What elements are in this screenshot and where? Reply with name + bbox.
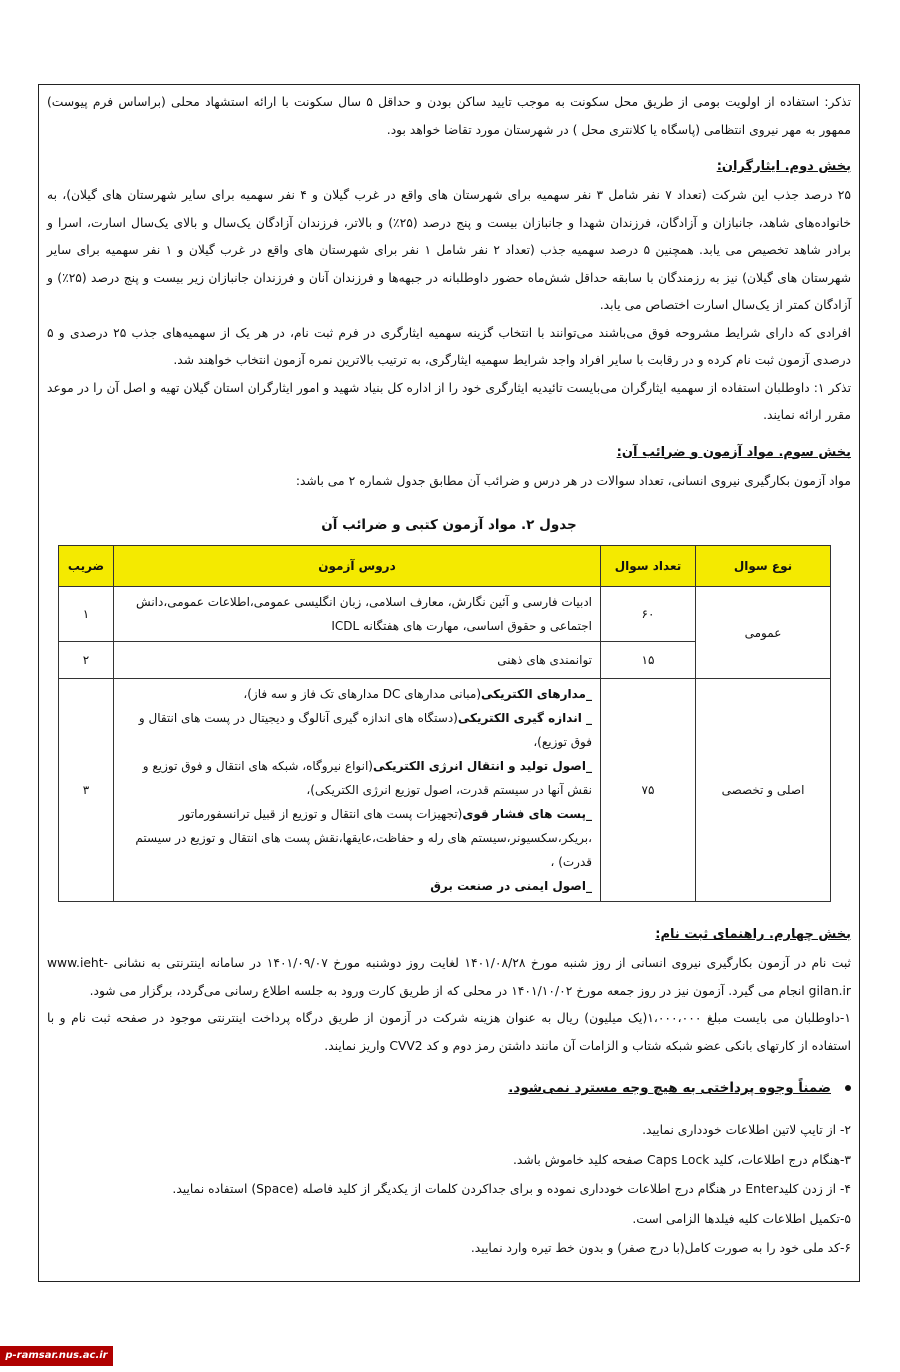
section4-para2: ۱-داوطلبان می بایست مبلغ ۱،۰۰۰،۰۰۰(یک میلیون) ریال به عنوان هزینه شرکت در آزمون از طریق درگاه پرداخت اینترنتی موجود در صفحه ثبت نام و با استفاده از کارتهای بانکی عضو شبکه شتاب و الزامات آن مانند داشتن رمز دوم و کد CVV2 واریز نمایند.	[47, 1011, 851, 1053]
section2-heading: بخش دوم. ایثارگران:	[716, 159, 851, 174]
subject-item: _اصول تولید و انتقال انرژی الکتریکی(انواع نیروگاه، شبکه های انتقال و فوق توزیع و نقش آنها در سیستم قدرت، اصول توزیع انرژی الکتریکی)،	[142, 759, 592, 797]
step-item: ۴- از زدن کلیدEnter در هنگام درج اطلاعات خودداری نموده و برای جداکردن کلمات از یکدیگر از کلید فاصله (Space) استفاده نمایید.	[172, 1182, 851, 1196]
cell-count: ۷۵	[601, 679, 696, 902]
bullet-icon	[845, 1085, 851, 1091]
table-caption: جدول ۲. مواد آزمون کتبی و ضرائب آن	[321, 517, 577, 533]
section3-para1: مواد آزمون بکارگیری نیروی انسانی، تعداد سوالات در هر درس و ضرائب آن مطابق جدول شماره ۲ می باشد:	[295, 473, 851, 488]
cell-general-type: عمومی	[696, 587, 831, 679]
step-item: ۲- از تایپ لاتین اطلاعات خودداری نمایید.	[642, 1123, 851, 1137]
table-header-row	[59, 546, 831, 587]
refund-notice: ضمناً وجوه پرداختی به هیچ وجه مسترد نمی‌شود.	[47, 1080, 851, 1096]
cell-subjects: توانمندی های ذهنی	[114, 642, 601, 679]
cell-coef: ۲	[59, 642, 114, 679]
header-coef: ضریب	[59, 546, 114, 587]
step-item: ۵-تکمیل اطلاعات کلیه فیلدها الزامی است.	[632, 1211, 851, 1226]
cell-specialized-type: اصلی و تخصصی	[696, 679, 831, 902]
table-row	[59, 679, 831, 902]
header-count: تعداد سوال	[601, 546, 696, 587]
cell-specialized-subjects	[114, 679, 601, 902]
document-frame	[38, 84, 860, 1282]
table-row	[59, 587, 831, 642]
cell-subjects: ادبیات فارسی و آئین نگارش، معارف اسلامی، زبان انگلیسی عمومی،اطلاعات عمومی،دانش اجتماعی و حقوق اساسی، مهارت های هفتگانه ICDL	[114, 587, 601, 642]
cell-count: ۱۵	[601, 642, 696, 679]
exam-subjects-table	[58, 545, 831, 902]
step-item: ۳-هنگام درج اطلاعات، کلید Caps Lock صفحه کلید خاموش باشد.	[512, 1152, 851, 1167]
section2-para1: ۲۵ درصد جذب این شرکت (تعداد ۷ نفر شامل ۳ نفر سهمیه برای شهرستان های واقع در غرب گیلان و ۴ نفر سهمیه برای سایر شهرستان های گیلان)، به خانواده‌های شاهد، جانبازان و آزادگان، فرزندان شهدا و جانبازان بیست و پنج درصد (۲۵٪) و بالاتر، فرزندان آزادگان یک‌سال و بالای یک‌سال اسارت، اسرا و برادر شاهد تخصیص می یابد. همچنین ۵ درصد سهمیه جذب (تعداد ۲ نفر شامل ۱ نفر برای شهرستان های واقع در غرب گیلان و ۱ نفر سهمیه برای سایر شهرستان های گیلان) نیز به رزمندگان با سابقه حداقل شش‌ماه حضور داوطلبانه در جبهه‌ها و فرزندان آنان و فرزندان جانبازان زیر بیست و پنج درصد (۲۵٪) و آزادگان کمتر از یک‌سال اسارت اختصاص می یابد.	[47, 188, 851, 312]
subject-item: _ اندازه گیری الکتریکی(دستگاه های اندازه گیری آنالوگ و دیجیتال در پست های انتقال و فوق توزیع)،	[138, 711, 592, 749]
header-type: نوع سوال	[696, 546, 831, 587]
subject-item: _اصول ایمنی در صنعت برق	[430, 879, 592, 893]
source-watermark: p-ramsar.nus.ac.ir	[0, 1346, 113, 1366]
subject-item: _مدارهای الکتریکی(مبانی مدارهای DC مدارهای تک فاز و سه فاز)،	[243, 687, 592, 701]
step-item: ۶-کد ملی خود را به صورت کامل(با درج صفر) و بدون خط تیره وارد نمایید.	[470, 1241, 851, 1255]
cell-count: ۶۰	[601, 587, 696, 642]
cell-coef: ۳	[59, 679, 114, 902]
cell-coef: ۱	[59, 587, 114, 642]
section3-heading: بخش سوم. مواد آزمون و ضرائب آن:	[616, 444, 851, 460]
section4-para1: ثبت نام در آزمون بکارگیری نیروی انسانی از روز شنبه مورخ ۱۴۰۱/۰۸/۲۸ لغایت روز دوشنبه مورخ ۱۴۰۱/۰۹/۰۷ در سامانه اینترنتی به نشانی www.ieht-gilan.ir انجام می گیرد. آزمون نیز در روز جمعه مورخ ۱۴۰۱/۱۰/۰۲ در محلی که از طریق کارت ورود به جلسه اطلاع رسانی می‌گردد، برگزار می شود.	[47, 956, 851, 998]
section4-heading: بخش چهارم. راهنمای ثبت نام:	[655, 927, 851, 942]
note-top: تذکر: استفاده از اولویت بومی از طریق محل سکونت به موجب تایید ساکن بودن و حداقل ۵ سال سکونت با ارائه استشهاد محلی (براساس فرم پیوست) ممهور به مهر نیروی انتظامی (پاسگاه یا کلانتری محل ) در شهرستان مورد تقاضا خواهد بود.	[47, 95, 852, 137]
header-subjects: دروس آزمون	[114, 546, 601, 587]
section2-para2: افرادی که دارای شرایط مشروحه فوق می‌باشند می‌توانند با انتخاب گزینه سهمیه ایثارگری در فرم ثبت نام، در هر یک از سهمیه‌های جذب ۲۵ درصدی و ۵ درصدی آزمون ثبت نام کرده و در رقابت با سایر افراد واجد شرایط سهمیه ایثارگری، به ترتیب بالاترین نمره آزمون انتخاب خواهند شد.	[47, 325, 851, 367]
section2-para3: تذکر ۱: داوطلبان استفاده از سهمیه ایثارگران می‌بایست تائیدیه ایثارگری خود را از اداره کل بنیاد شهید و امور ایثارگران استان گیلان تهیه و اصل آن را در موعد مقرر ارائه نمایند.	[47, 380, 851, 422]
subject-item: _پست های فشار قوی(تجهیزات پست های انتقال و توزیع از قبیل ترانسفورماتور ،بریکر،سکسیونر،سیستم های رله و حفاظت،عایقها،نقش پست های انتقال و توزیع در سیستم قدرت) ،	[135, 807, 592, 869]
